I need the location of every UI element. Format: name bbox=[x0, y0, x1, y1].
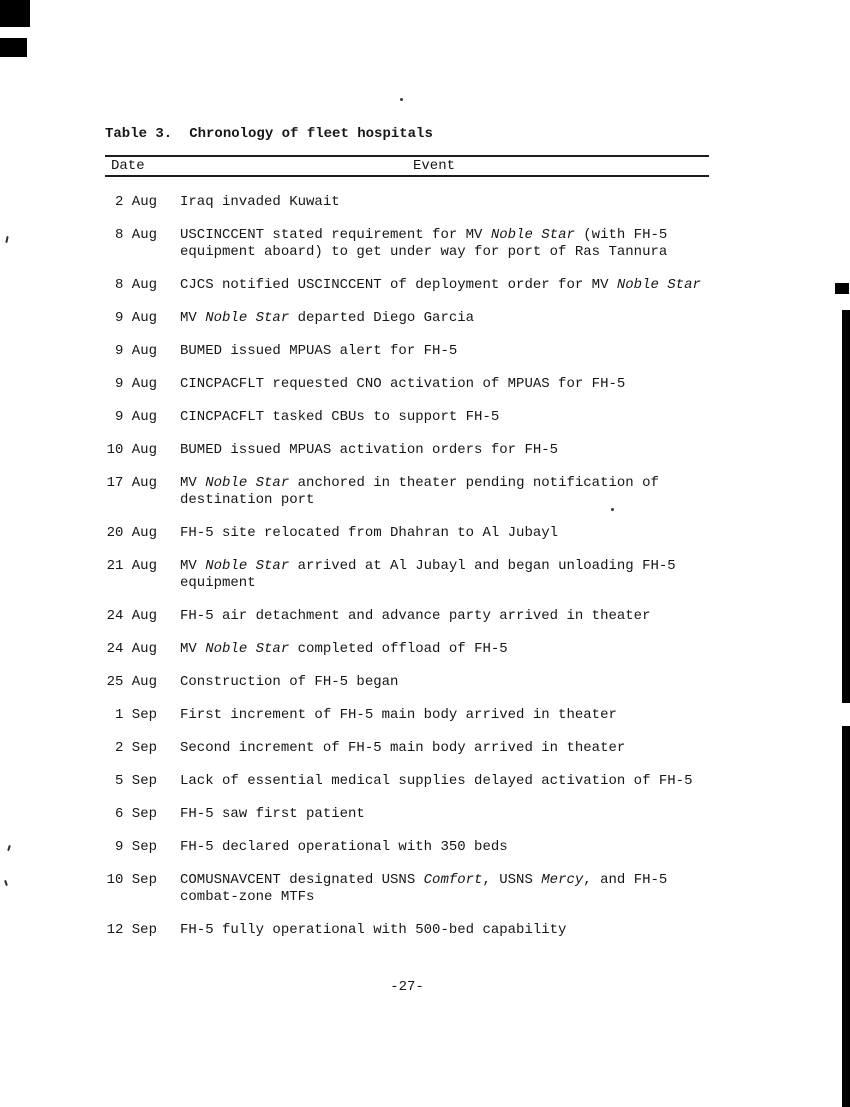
table-row bbox=[105, 922, 709, 939]
event-text: CJCS notified USCINCCENT of deployment order for MV bbox=[180, 277, 617, 293]
date-cell: 6 Sep bbox=[114, 806, 157, 822]
table-row bbox=[105, 475, 709, 509]
event-cell bbox=[180, 773, 692, 790]
ship-name-text: Noble Star bbox=[205, 641, 290, 657]
event-text: CINCPACFLT tasked CBUs to support FH-5 bbox=[180, 409, 500, 425]
table-row bbox=[105, 277, 709, 294]
event-cell bbox=[180, 806, 365, 823]
event-text: departed Diego Garcia bbox=[289, 310, 475, 326]
event-text: (with FH-5 bbox=[574, 227, 668, 243]
table-row bbox=[105, 839, 709, 856]
event-cell bbox=[180, 227, 667, 261]
event-text: MV bbox=[180, 558, 206, 574]
event-line bbox=[180, 872, 667, 889]
table-row bbox=[105, 773, 709, 790]
ship-name-text: Noble Star bbox=[616, 277, 701, 293]
event-cell bbox=[180, 839, 508, 856]
date-cell: 5 Sep bbox=[114, 773, 157, 789]
ship-name-text: Comfort bbox=[423, 872, 483, 888]
event-line bbox=[180, 310, 474, 327]
event-cell bbox=[180, 872, 667, 906]
event-line bbox=[180, 641, 508, 658]
event-text: BUMED issued MPUAS alert for FH-5 bbox=[180, 343, 458, 359]
scan-artifact-right-bar-lower bbox=[842, 726, 850, 1107]
event-cell bbox=[180, 674, 398, 691]
event-text: anchored in theater pending notification of bbox=[289, 475, 659, 491]
event-line bbox=[180, 707, 617, 724]
date-cell: 1 Sep bbox=[114, 707, 157, 723]
event-cell bbox=[180, 558, 676, 592]
event-line bbox=[180, 376, 625, 393]
date-cell: 10 Aug bbox=[106, 442, 157, 458]
table-row bbox=[105, 806, 709, 823]
date-cell: 8 Aug bbox=[114, 227, 157, 243]
table-row bbox=[105, 343, 709, 360]
event-text: FH-5 saw first patient bbox=[180, 806, 365, 822]
date-cell: 8 Aug bbox=[114, 277, 157, 293]
event-line bbox=[180, 525, 558, 542]
scan-artifact-corner-block-bottom bbox=[0, 38, 27, 57]
date-cell: 25 Aug bbox=[106, 674, 157, 690]
event-cell bbox=[180, 641, 508, 658]
event-text: FH-5 declared operational with 350 beds bbox=[180, 839, 508, 855]
table-row bbox=[105, 194, 709, 211]
date-cell: 21 Aug bbox=[106, 558, 157, 574]
table-row bbox=[105, 409, 709, 426]
event-text: MV bbox=[180, 641, 206, 657]
event-line bbox=[180, 806, 365, 823]
table-header bbox=[105, 155, 709, 177]
date-cell: 2 Aug bbox=[114, 194, 157, 210]
event-line bbox=[180, 922, 566, 939]
event-line bbox=[180, 740, 625, 757]
event-cell bbox=[180, 922, 566, 939]
event-line bbox=[180, 475, 659, 492]
event-cell bbox=[180, 343, 457, 360]
table-row bbox=[105, 707, 709, 724]
event-line bbox=[180, 343, 457, 360]
event-line bbox=[180, 773, 692, 790]
scan-artifact-right-square bbox=[835, 283, 849, 294]
date-cell: 17 Aug bbox=[106, 475, 157, 491]
event-cell bbox=[180, 310, 474, 327]
event-text: arrived at Al Jubayl and began unloading FH-5 bbox=[289, 558, 676, 574]
event-line bbox=[180, 674, 398, 691]
event-text: FH-5 site relocated from Dhahran to Al Jubayl bbox=[180, 525, 559, 541]
table-row bbox=[105, 442, 709, 459]
ship-name-text: Noble Star bbox=[205, 475, 290, 491]
table-caption: Chronology of fleet hospitals bbox=[189, 126, 433, 142]
event-line bbox=[180, 492, 659, 509]
date-cell: 9 Sep bbox=[114, 839, 157, 855]
event-cell bbox=[180, 376, 625, 393]
ship-name-text: Noble Star bbox=[205, 558, 290, 574]
table-title bbox=[105, 126, 709, 143]
date-cell: 24 Aug bbox=[106, 641, 157, 657]
date-cell: 2 Sep bbox=[114, 740, 157, 756]
table-row bbox=[105, 872, 709, 906]
event-text: FH-5 air detachment and advance party arrived in theater bbox=[180, 608, 651, 624]
scan-artifact-corner-block-top bbox=[0, 0, 30, 27]
event-line bbox=[180, 244, 667, 261]
date-cell: 10 Sep bbox=[106, 872, 157, 888]
table-row bbox=[105, 740, 709, 757]
date-cell: 24 Aug bbox=[106, 608, 157, 624]
event-cell bbox=[180, 707, 617, 724]
event-text: First increment of FH-5 main body arrived in theater bbox=[180, 707, 617, 723]
column-header-date: Date bbox=[111, 158, 145, 174]
ship-name-text: Mercy bbox=[541, 872, 584, 888]
event-text: completed offload of FH-5 bbox=[289, 641, 508, 657]
event-line bbox=[180, 839, 508, 856]
table-row bbox=[105, 310, 709, 327]
event-text: Iraq invaded Kuwait bbox=[180, 194, 340, 210]
event-line bbox=[180, 409, 499, 426]
event-text: combat-zone MTFs bbox=[180, 889, 315, 905]
page-content bbox=[105, 126, 709, 996]
event-line bbox=[180, 889, 667, 906]
scan-speck-left-margin-3 bbox=[4, 880, 8, 886]
event-text: Lack of essential medical supplies delayed activation of FH-5 bbox=[180, 773, 693, 789]
event-line bbox=[180, 227, 667, 244]
event-line bbox=[180, 442, 558, 459]
date-cell: 9 Aug bbox=[114, 310, 157, 326]
scan-speck-left-margin-2 bbox=[7, 845, 11, 851]
event-text: equipment aboard) to get under way for port of Ras Tannura bbox=[180, 244, 668, 260]
event-line bbox=[180, 608, 650, 625]
table-row bbox=[105, 608, 709, 625]
event-text: Construction of FH-5 began bbox=[180, 674, 399, 690]
scan-speck-left-margin-1 bbox=[5, 236, 8, 243]
column-header-event: Event bbox=[413, 158, 456, 174]
ship-name-text: Noble Star bbox=[205, 310, 290, 326]
event-text: MV bbox=[180, 310, 206, 326]
event-line bbox=[180, 194, 340, 211]
scan-artifact-right-bar-upper bbox=[842, 310, 850, 703]
date-cell: 9 Aug bbox=[114, 409, 157, 425]
table-body bbox=[105, 177, 709, 939]
table-row bbox=[105, 674, 709, 691]
event-line bbox=[180, 558, 676, 575]
event-cell bbox=[180, 525, 558, 542]
event-text: FH-5 fully operational with 500-bed capability bbox=[180, 922, 567, 938]
scan-speck-top bbox=[400, 98, 403, 101]
table-label: Table 3. bbox=[105, 126, 173, 142]
event-cell bbox=[180, 194, 340, 211]
event-line bbox=[180, 277, 701, 294]
table-row bbox=[105, 641, 709, 658]
event-text: , USNS bbox=[482, 872, 542, 888]
page-number: -27- bbox=[390, 979, 424, 995]
ship-name-text: Noble Star bbox=[490, 227, 575, 243]
table-row bbox=[105, 525, 709, 542]
event-text: MV bbox=[180, 475, 206, 491]
event-cell bbox=[180, 277, 701, 294]
event-text: , and FH-5 bbox=[583, 872, 668, 888]
event-cell bbox=[180, 740, 625, 757]
event-text: CINCPACFLT requested CNO activation of MPUAS for FH-5 bbox=[180, 376, 626, 392]
date-cell: 20 Aug bbox=[106, 525, 157, 541]
event-text: USCINCCENT stated requirement for MV bbox=[180, 227, 491, 243]
table-row bbox=[105, 558, 709, 592]
event-cell bbox=[180, 608, 650, 625]
date-cell: 12 Sep bbox=[106, 922, 157, 938]
event-cell bbox=[180, 442, 558, 459]
date-cell: 9 Aug bbox=[114, 343, 157, 359]
table-row bbox=[105, 227, 709, 261]
event-text: Second increment of FH-5 main body arrived in theater bbox=[180, 740, 626, 756]
event-text: equipment bbox=[180, 575, 256, 591]
table-row bbox=[105, 376, 709, 393]
event-cell bbox=[180, 409, 499, 426]
event-text: destination port bbox=[180, 492, 315, 508]
event-text: BUMED issued MPUAS activation orders for FH-5 bbox=[180, 442, 559, 458]
event-text: COMUSNAVCENT designated USNS bbox=[180, 872, 424, 888]
event-cell bbox=[180, 475, 659, 509]
event-line bbox=[180, 575, 676, 592]
date-cell: 9 Aug bbox=[114, 376, 157, 392]
